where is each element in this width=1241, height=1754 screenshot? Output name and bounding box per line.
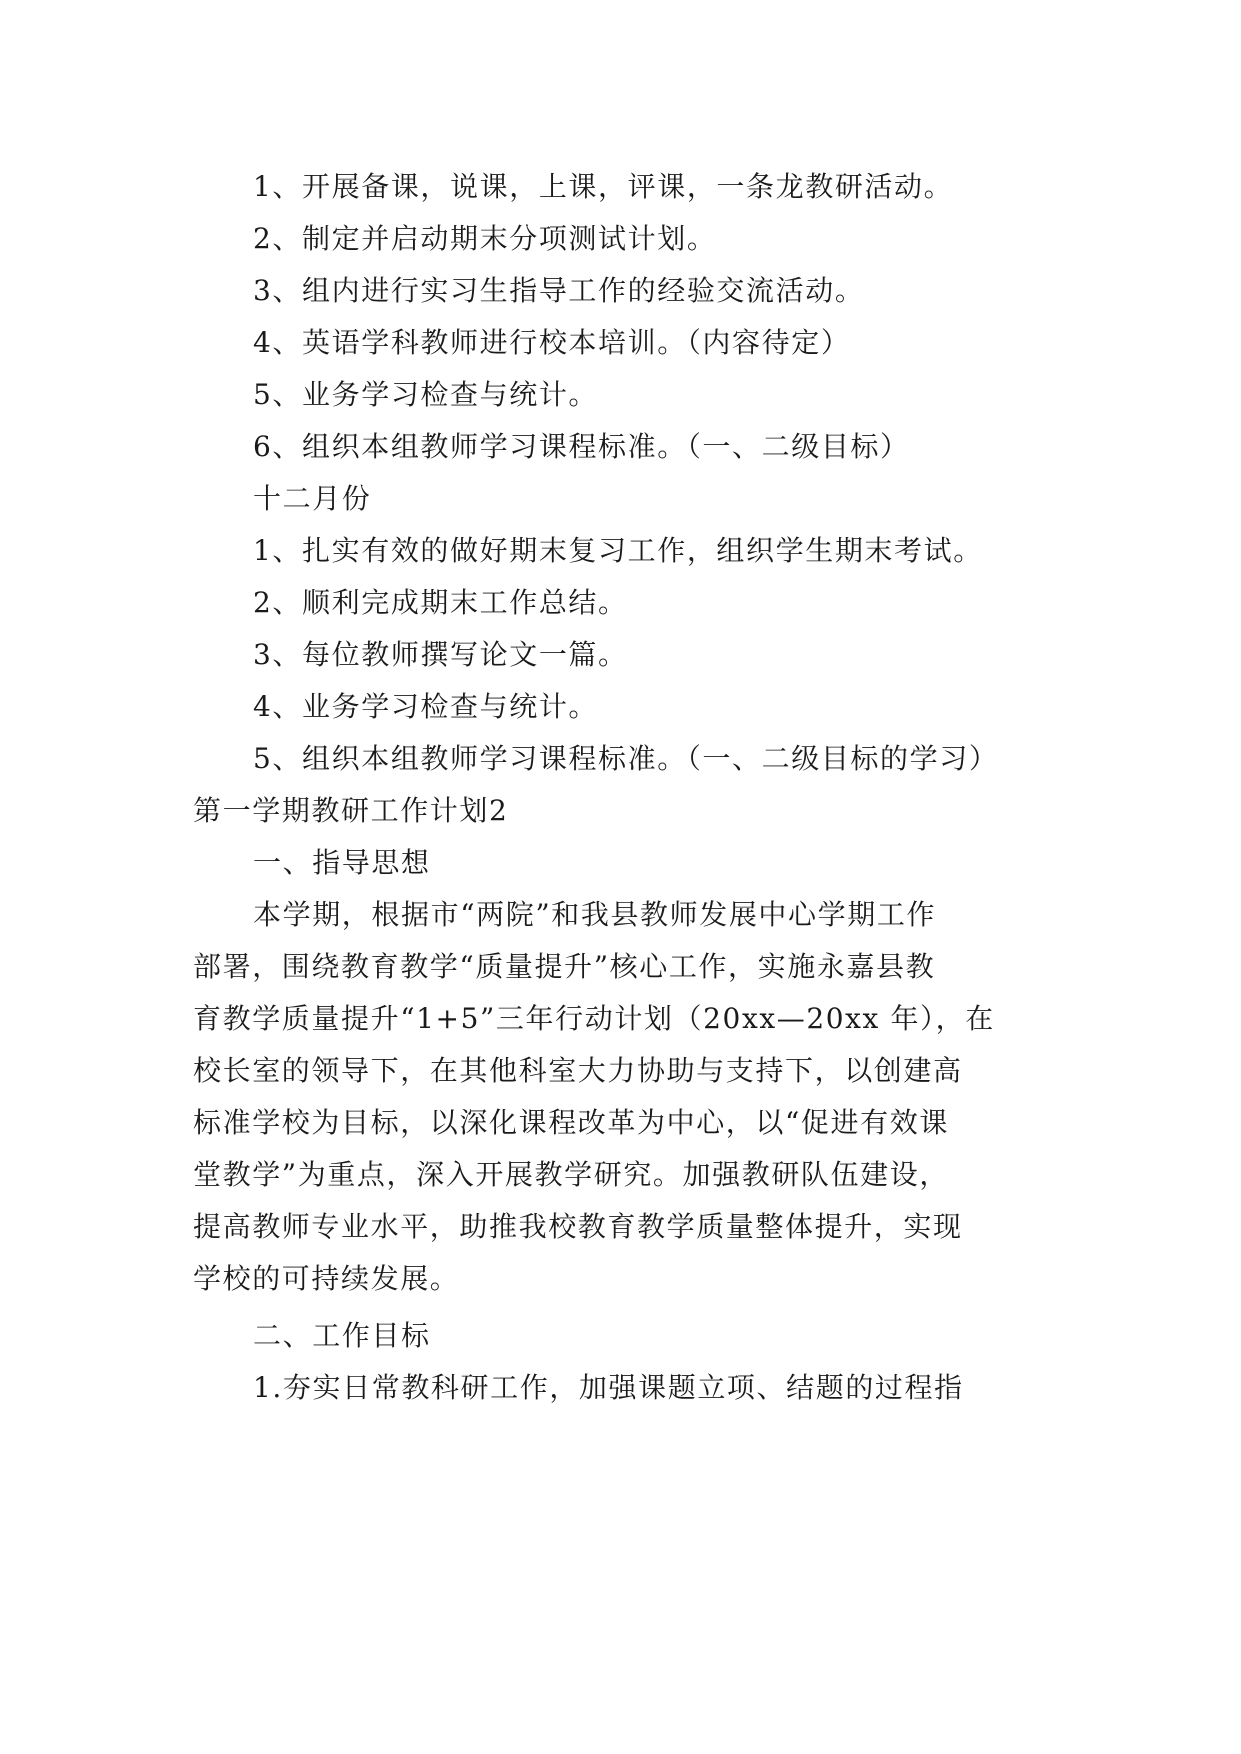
paragraph-line: 学校的可持续发展。 [193,1262,460,1295]
paragraph-line: 1.夯实日常教科研工作，加强课题立项、结题的过程指 [253,1371,964,1404]
list-item: 6、组织本组教师学习课程标准。（一、二级目标） [253,430,910,463]
month-heading: 十二月份 [253,482,372,515]
list-item: 4、业务学习检查与统计。 [253,690,599,723]
paragraph-line: 育教学质量提升“1+5”三年行动计划（20xx—20xx 年），在 [193,1002,995,1035]
list-item: 5、业务学习检查与统计。 [253,378,599,411]
paragraph-line: 本学期，根据市“两院”和我县教师发展中心学期工作 [253,898,937,931]
list-item: 1、开展备课，说课，上课，评课，一条龙教研活动。 [253,170,954,203]
list-item: 4、英语学科教师进行校本培训。（内容待定） [253,326,851,359]
list-item: 5、组织本组教师学习课程标准。（一、二级目标的学习） [253,742,999,775]
section-heading: 一、指导思想 [253,846,431,879]
paragraph-line: 部署，围绕教育教学“质量提升”核心工作，实施永嘉县教 [193,950,936,983]
list-item: 3、每位教师撰写论文一篇。 [253,638,628,671]
paragraph-line: 标准学校为目标，以深化课程改革为中心，以“促进有效课 [193,1106,949,1139]
paragraph-line: 堂教学”为重点，深入开展教学研究。加强教研队伍建设， [193,1158,949,1191]
plan-title: 第一学期教研工作计划2 [193,794,509,827]
list-item: 1、扎实有效的做好期末复习工作，组织学生期末考试。 [253,534,983,567]
list-item: 2、顺利完成期末工作总结。 [253,586,628,619]
list-item: 3、组内进行实习生指导工作的经验交流活动。 [253,274,865,307]
paragraph-line: 校长室的领导下，在其他科室大力协助与支持下，以创建高 [193,1054,963,1087]
paragraph-line: 提高教师专业水平，助推我校教育教学质量整体提升，实现 [193,1210,963,1243]
section-heading: 二、工作目标 [253,1319,431,1352]
list-item: 2、制定并启动期末分项测试计划。 [253,222,717,255]
